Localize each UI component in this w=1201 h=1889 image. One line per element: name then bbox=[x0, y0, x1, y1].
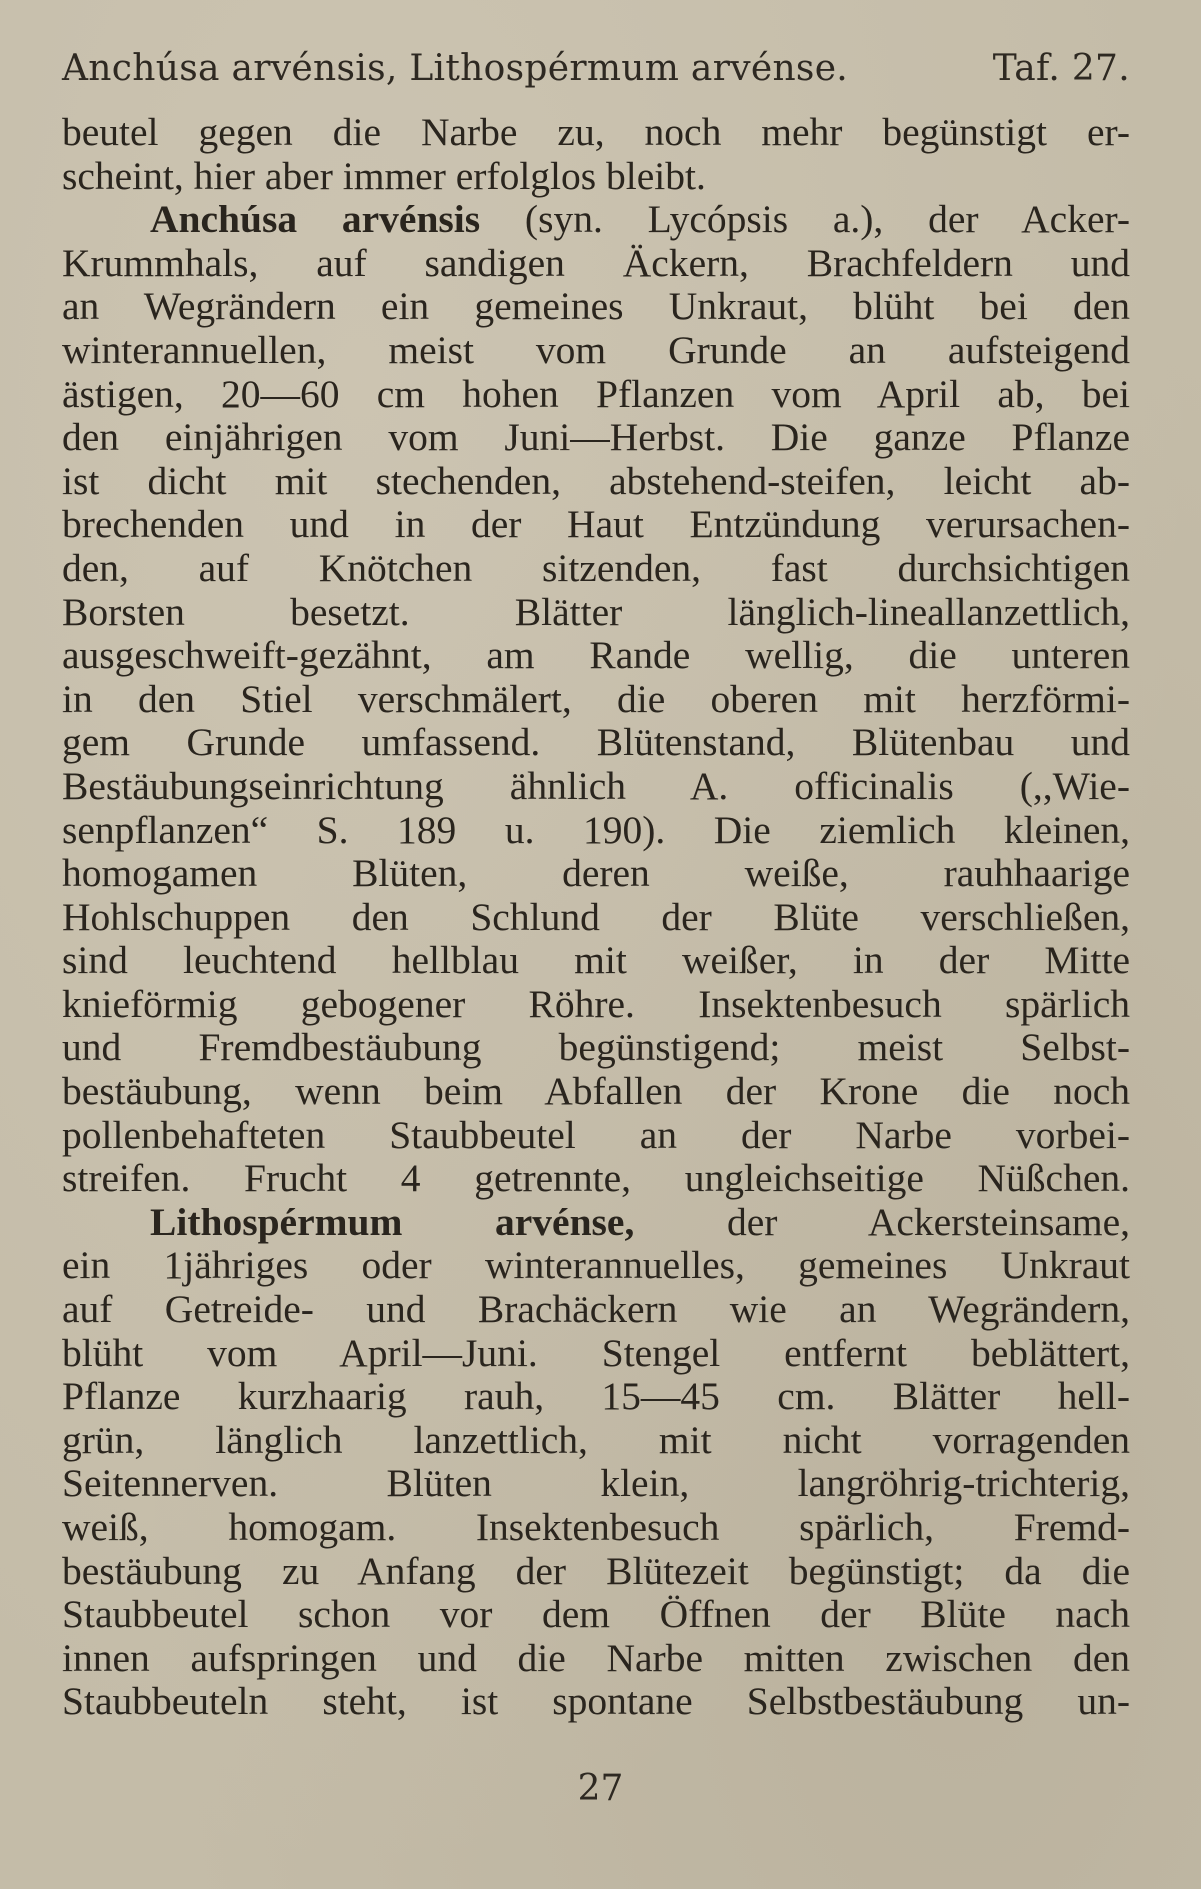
paragraph-lithospermum bbox=[62, 1201, 1130, 1724]
text-line: den, auf Knötchen sitzenden, fast durchsichtigen bbox=[62, 545, 1130, 590]
page-number: 27 bbox=[577, 1768, 624, 1809]
text-line: bestäubung, wenn beim Abfallen der Krone die noch bbox=[62, 1069, 1130, 1114]
book-page bbox=[62, 48, 1130, 1724]
text-fragment: (syn. Lycópsis a.), der Acker- bbox=[480, 197, 1130, 242]
text-fragment: der Ackersteinsame, bbox=[634, 1199, 1130, 1244]
text-line: ästigen, 20—60 cm hohen Pflanzen vom April ab, bei bbox=[62, 371, 1130, 416]
text-line: Pflanze kurzhaarig rauh, 15—45 cm. Blätter hell- bbox=[62, 1374, 1130, 1419]
text-line: an Wegrändern ein gemeines Unkraut, blüht bei den bbox=[62, 284, 1130, 329]
text-line: scheint, hier aber immer erfolglos bleibt. bbox=[62, 153, 706, 198]
text-line: gem Grunde umfassend. Blütenstand, Blütenbau und bbox=[62, 720, 1130, 765]
species-name-lithospermum: Lithospérmum arvénse, bbox=[150, 1199, 635, 1244]
body-text bbox=[62, 111, 1130, 1724]
text-line: innen aufspringen und die Narbe mitten zwischen den bbox=[62, 1635, 1130, 1680]
text-line: brechenden und in der Haut Entzündung verursachen- bbox=[62, 502, 1130, 547]
text-line: den einjährigen vom Juni—Herbst. Die ganze Pflanze bbox=[62, 415, 1130, 460]
plate-number: Taf. 27. bbox=[992, 48, 1130, 89]
text-line: homogamen Blüten, deren weiße, rauhhaarige bbox=[62, 851, 1130, 896]
text-line: beutel gegen die Narbe zu, noch mehr begünstigt er- bbox=[62, 110, 1130, 154]
text-line: ein 1jähriges oder winterannuelles, gemeines Unkraut bbox=[62, 1243, 1130, 1288]
text-line: Borsten besetzt. Blätter länglich-lineallanzettlich, bbox=[62, 589, 1130, 634]
text-line: auf Getreide- und Brachäckern wie an Wegrändern, bbox=[62, 1287, 1130, 1332]
text-line bbox=[62, 1201, 1130, 1245]
text-line: und Fremdbestäubung begünstigend; meist Selbst- bbox=[62, 1025, 1130, 1070]
text-line: Krummhals, auf sandigen Äckern, Brachfeldern und bbox=[62, 240, 1130, 285]
text-line: weiß, homogam. Insektenbesuch spärlich, Fremd- bbox=[62, 1505, 1130, 1549]
running-header bbox=[62, 48, 1130, 89]
text-line: Hohlschuppen den Schlund der Blüte verschließen, bbox=[62, 894, 1130, 939]
text-line: streifen. Frucht 4 getrennte, ungleichseitige Nüßchen. bbox=[62, 1156, 1130, 1201]
header-title: Anchúsa arvénsis, Lithospérmum arvénse. bbox=[62, 48, 849, 89]
text-line: pollenbehafteten Staubbeutel an der Narbe vorbei- bbox=[62, 1112, 1130, 1157]
text-line: Staubbeuteln steht, ist spontane Selbstbestäubung un- bbox=[62, 1679, 1130, 1724]
paragraph-anchusa bbox=[62, 198, 1130, 1201]
species-name-anchusa: Anchúsa arvénsis bbox=[150, 197, 481, 242]
text-line: ist dicht mit stechenden, abstehend-steifen, leicht ab- bbox=[62, 458, 1130, 503]
text-line: grün, länglich lanzettlich, mit nicht vorragenden bbox=[62, 1417, 1130, 1462]
text-line: sind leuchtend hellblau mit weißer, in der Mitte bbox=[62, 938, 1130, 983]
text-line: in den Stiel verschmälert, die oberen mit herzförmi- bbox=[62, 676, 1130, 721]
paragraph-continuation bbox=[62, 111, 1130, 198]
text-line: Staubbeutel schon vor dem Öffnen der Blüte nach bbox=[62, 1592, 1130, 1637]
text-line: senpflanzen“ S. 189 u. 190). Die ziemlich kleinen, bbox=[62, 807, 1130, 852]
text-line: bestäubung zu Anfang der Blütezeit begünstigt; da die bbox=[62, 1548, 1130, 1593]
text-line: ausgeschweift-gezähnt, am Rande wellig, die unteren bbox=[62, 633, 1130, 678]
text-line: blüht vom April—Juni. Stengel entfernt beblättert, bbox=[62, 1330, 1130, 1375]
text-line: Seitennerven. Blüten klein, langröhrig-trichterig, bbox=[62, 1461, 1130, 1506]
text-line: Bestäubungseinrichtung ähnlich A. officinalis (,,Wie- bbox=[62, 763, 1130, 808]
text-line: winterannuellen, meist vom Grunde an aufsteigend bbox=[62, 327, 1130, 372]
text-line bbox=[62, 198, 1130, 242]
text-line: knieförmig gebogener Röhre. Insektenbesuch spärlich bbox=[62, 981, 1130, 1026]
